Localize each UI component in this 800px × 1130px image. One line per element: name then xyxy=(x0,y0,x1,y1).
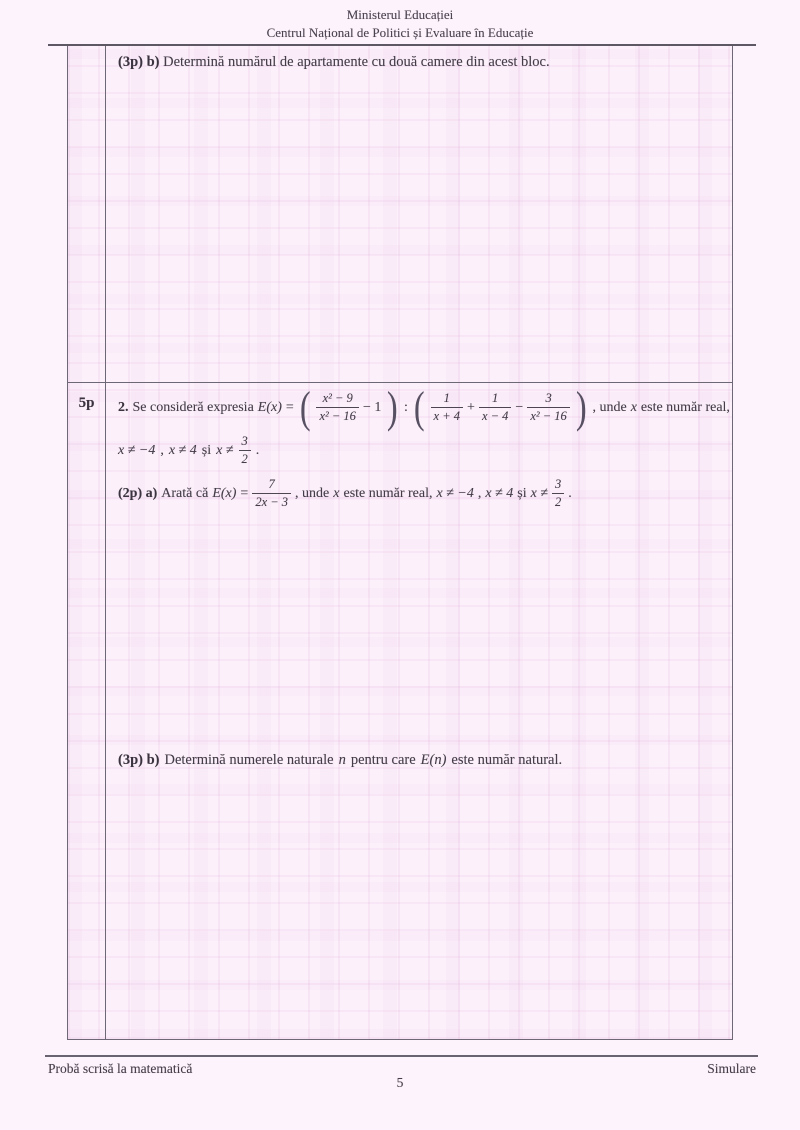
conjunction-si: și xyxy=(201,442,212,458)
problem1b-text: Determină numărul de apartamente cu două camere din acest bloc. xyxy=(163,54,550,70)
problem2-expression-line xyxy=(118,383,730,432)
problem1b-points: (3p) b) xyxy=(118,54,160,70)
fraction-2-denominator: x + 4 xyxy=(431,407,463,424)
equals-sign: = xyxy=(285,399,294,415)
page-header xyxy=(0,6,800,41)
condition-3: x ≠ xyxy=(216,442,234,458)
left-paren: ( xyxy=(413,383,425,432)
score-cell-5p xyxy=(68,383,106,1039)
problem2a-mid2: este număr real, xyxy=(343,485,433,501)
equals-sign: = xyxy=(240,485,249,501)
problem2b-text1: Determină numerele naturale xyxy=(164,752,334,769)
table-row-problem2 xyxy=(68,383,732,1039)
variable-n: n xyxy=(338,752,346,769)
problem2-cell xyxy=(106,383,732,1039)
score-cell-empty xyxy=(68,46,106,382)
fraction-3 xyxy=(479,391,511,424)
problem2-conditions-line xyxy=(118,434,724,467)
problem2b-text2: pentru care xyxy=(350,752,416,769)
page-number: 5 xyxy=(396,1075,404,1090)
function-name: E(x) xyxy=(212,485,237,501)
problem2b-text3: este număr natural. xyxy=(451,752,563,769)
fraction-4-numerator: 3 xyxy=(545,391,552,406)
comma: , xyxy=(477,485,482,501)
footer-exam-title: Probă scrisă la matematică xyxy=(48,1061,193,1076)
function-name: E(x) xyxy=(257,399,282,415)
right-paren: ) xyxy=(575,383,587,432)
fraction-denominator: 2 xyxy=(239,450,251,467)
fraction-4-denominator: x² − 16 xyxy=(527,407,569,424)
variable-x: x xyxy=(333,485,340,501)
footer-session-label: Simulare xyxy=(707,1061,756,1076)
fraction-2 xyxy=(431,391,463,424)
division-sign: : xyxy=(404,399,408,415)
fraction-result-denominator: 2x − 3 xyxy=(252,493,291,510)
condition-2: x ≠ 4 xyxy=(168,442,197,458)
problem2a-points: (2p) a) xyxy=(118,485,158,501)
fraction-numerator: 3 xyxy=(555,477,562,492)
fraction-4 xyxy=(527,391,569,424)
problem2-score: 5p xyxy=(78,395,95,411)
fraction-3-denominator: x − 4 xyxy=(479,407,511,424)
header-center: Centrul Național de Politici și Evaluare în Educație xyxy=(266,24,534,40)
fraction-3-numerator: 1 xyxy=(492,391,499,406)
condition-2: x ≠ 4 xyxy=(485,485,514,501)
fraction-three-halves xyxy=(239,434,251,467)
answer-table xyxy=(67,46,733,1040)
function-e-of-n: E(n) xyxy=(420,752,447,769)
fraction-1-numerator: x² − 9 xyxy=(322,391,353,406)
period: . xyxy=(568,485,572,501)
problem2-after-text: este număr real, xyxy=(640,399,730,415)
minus-sign: − xyxy=(515,399,524,415)
problem2a-lead: Arată că xyxy=(161,485,209,501)
table-row-problem1b xyxy=(68,46,732,383)
condition-3: x ≠ xyxy=(530,485,549,501)
problem2-number: 2. xyxy=(118,399,129,415)
problem2a-mid: , unde xyxy=(295,485,330,501)
fraction-1-denominator: x² − 16 xyxy=(316,407,358,424)
footer-rule xyxy=(45,1055,758,1057)
period: . xyxy=(255,442,260,458)
problem2a-line xyxy=(118,477,724,510)
fraction-numerator: 3 xyxy=(241,434,248,449)
minus-one: − 1 xyxy=(362,399,382,415)
left-paren: ( xyxy=(299,383,311,432)
fraction-three-halves xyxy=(552,477,564,510)
problem1b-cell xyxy=(106,46,732,382)
problem2b-points: (3p) b) xyxy=(118,752,160,769)
plus-sign: + xyxy=(467,399,475,415)
problem2-after-comma: , unde xyxy=(592,399,627,415)
condition-1: x ≠ −4 xyxy=(118,442,156,458)
condition-1: x ≠ −4 xyxy=(436,485,474,501)
header-ministry: Ministerul Educației xyxy=(346,7,454,22)
problem2-intro: Se consideră expresia xyxy=(132,399,254,415)
fraction-result-numerator: 7 xyxy=(268,477,275,492)
fraction-1 xyxy=(316,391,358,424)
fraction-2-numerator: 1 xyxy=(443,391,450,406)
problem1b-statement xyxy=(118,52,724,72)
right-paren: ) xyxy=(387,383,398,432)
comma: , xyxy=(160,442,164,458)
variable-x: x xyxy=(630,399,637,415)
fraction-result xyxy=(252,477,291,510)
fraction-denominator: 2 xyxy=(552,493,564,510)
problem2b-line xyxy=(118,752,724,769)
conjunction-si: și xyxy=(517,485,527,501)
